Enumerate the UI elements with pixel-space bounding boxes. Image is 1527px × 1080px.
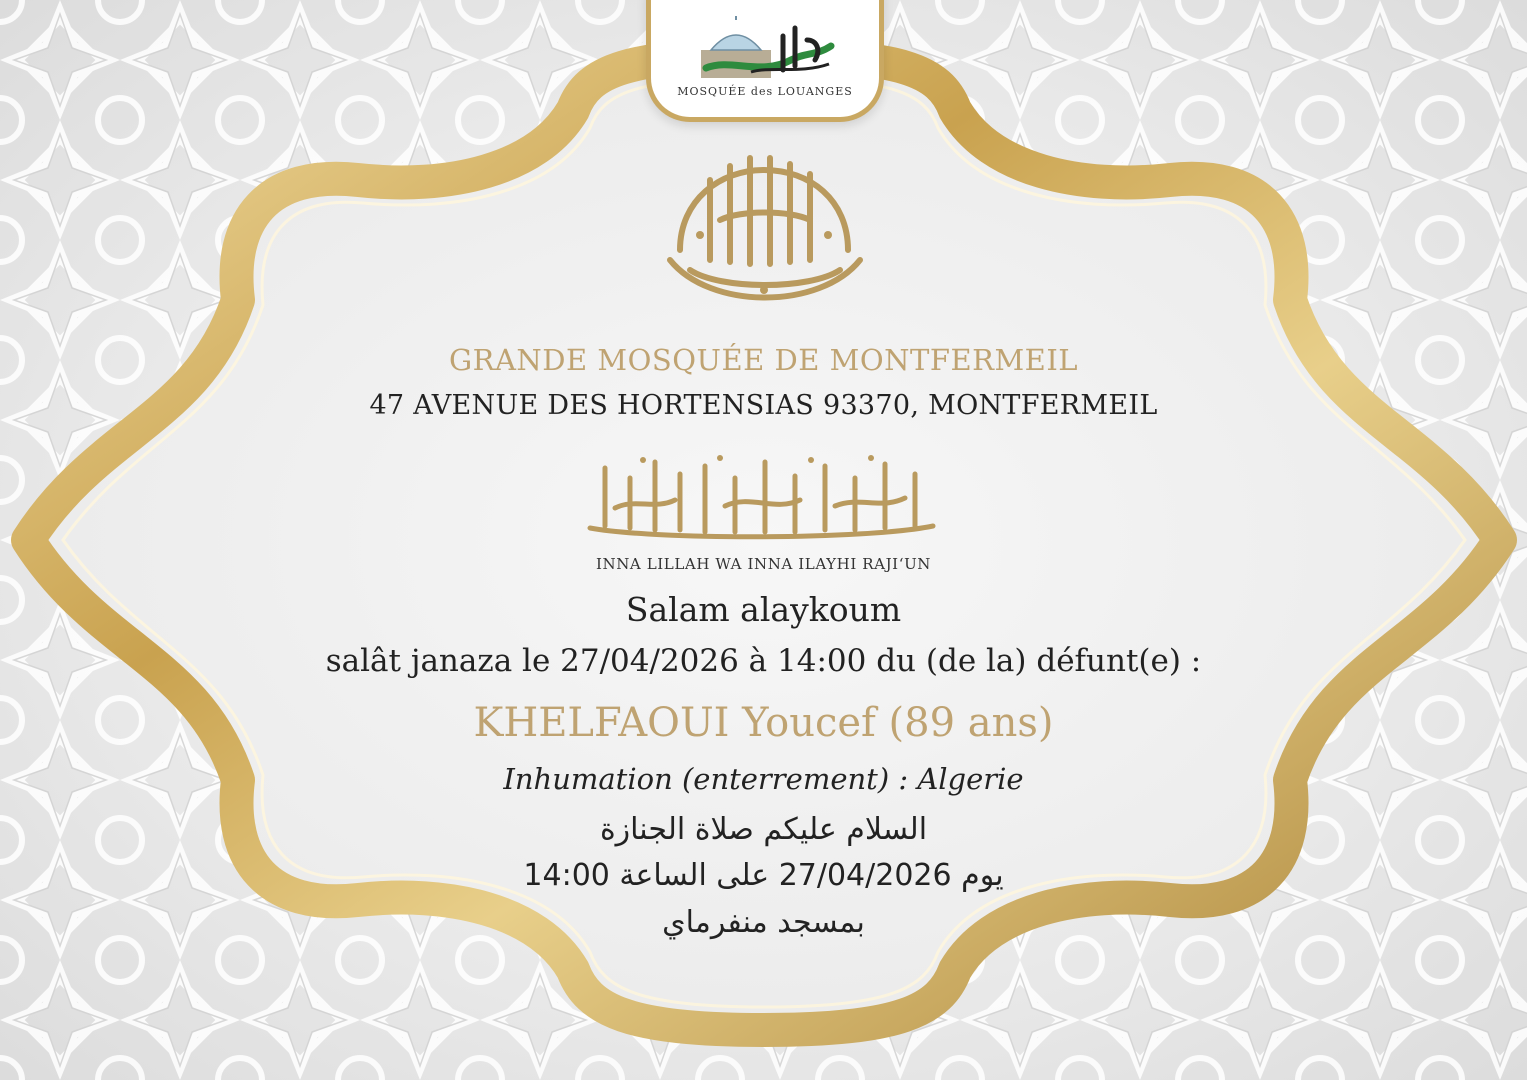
arabic-date-time-line: يوم 27/04/2026 على الساعة 14:00 [523, 858, 1004, 893]
logo-caption: MOSQUÉE des LOUANGES [677, 85, 853, 98]
istirja-calligraphy-icon [575, 448, 947, 548]
greeting: Salam alaykoum [625, 590, 902, 629]
mosque-dome-logo-icon [691, 16, 841, 86]
arabic-greeting-line: السلام عليكم صلاة الجنازة [599, 812, 928, 847]
basmala-calligraphy-icon [650, 140, 878, 320]
deceased-name: KHELFAOUI Youcef (89 ans) [473, 700, 1054, 746]
burial-location: Inhumation (enterrement) : Algerie [503, 762, 1024, 796]
arabic-mosque-line: بمسجد منفرماي [662, 905, 865, 940]
mosque-logo-badge [646, 0, 884, 122]
istirja-transliteration: INNA LILLAH WA INNA ILAYHI RAJI‘UN [595, 555, 932, 573]
mosque-address: 47 AVENUE DES HORTENSIAS 93370, MONTFERMEIL [369, 390, 1158, 421]
mosque-name: GRANDE MOSQUÉE DE MONTFERMEIL [448, 343, 1079, 377]
janaza-prayer-details: salât janaza le 27/04/2026 à 14:00 du (de la) défunt(e) : [325, 643, 1202, 679]
